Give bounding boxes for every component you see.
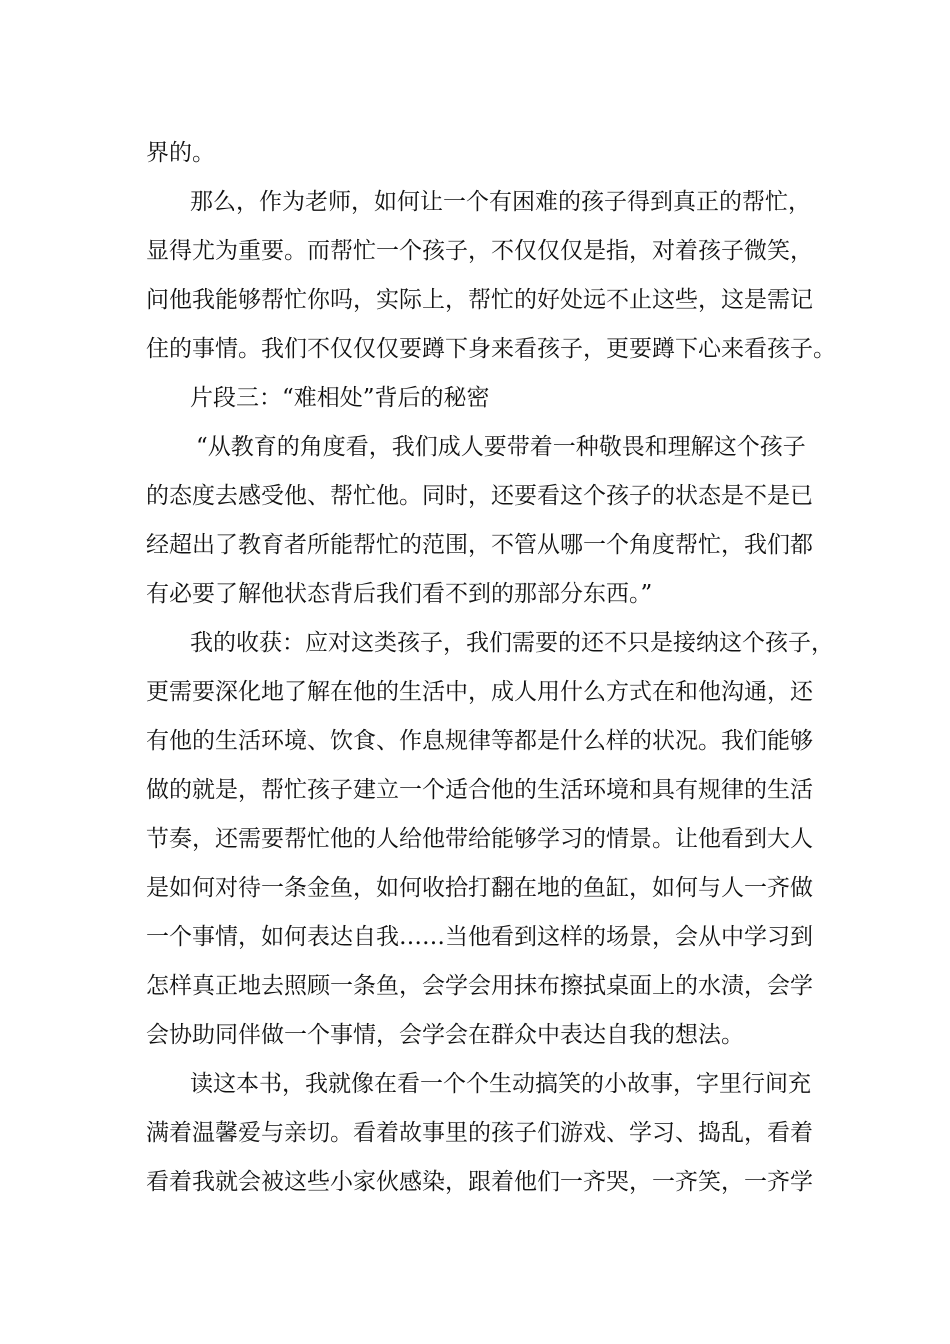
text-line: 做的就是，帮忙孩子建立一个适合他的生活环境和具有规律的生活 <box>146 777 813 803</box>
text-line: 节奏，还需要帮忙他的人给他带给能够学习的情景。让他看到大人 <box>146 826 813 852</box>
quote-start-line: “从教育的角度看，我们成人要带着一种敬畏和理解这个孩子 <box>196 434 806 460</box>
text-line: 一个事情，如何表达自我……当他看到这样的场景，会从中学习到 <box>146 924 813 950</box>
paragraph-start-line: 那么，作为老师，如何让一个有困难的孩子得到真正的帮忙， <box>190 189 811 215</box>
text-line: 更需要深化地了解在他的生活中，成人用什么方式在和他沟通，还 <box>146 679 813 705</box>
section-heading: 片段三：“难相处”背后的秘密 <box>190 385 490 411</box>
text-line: 有必要了解他状态背后我们看不到的那部分东西。” <box>146 581 653 607</box>
paragraph-start-line: 我的收获：应对这类孩子，我们需要的还不只是接纳这个孩子， <box>190 630 834 656</box>
text-line: 的态度去感受他、帮忙他。同时，还要看这个孩子的状态是不是已 <box>146 483 813 509</box>
text-line: 是如何对待一条金鱼，如何收拾打翻在地的鱼缸，如何与人一齐做 <box>146 875 813 901</box>
text-line: 住的事情。我们不仅仅仅要蹲下身来看孩子，更要蹲下心来看孩子。 <box>146 336 836 362</box>
text-line: 问他我能够帮忙你吗，实际上，帮忙的好处远不止这些，这是需记 <box>146 287 813 313</box>
text-line: 看着我就会被这些小家伙感染，跟着他们一齐哭，一齐笑，一齐学 <box>146 1169 813 1195</box>
paragraph-start-line: 读这本书，我就像在看一个个生动搞笑的小故事，字里行间充 <box>190 1071 811 1097</box>
text-line: 界的。 <box>146 140 215 166</box>
text-line: 显得尤为重要。而帮忙一个孩子，不仅仅仅是指，对着孩子微笑， <box>146 238 813 264</box>
text-line: 满着温馨爱与亲切。看着故事里的孩子们游戏、学习、捣乱，看着 <box>146 1120 813 1146</box>
text-line: 有他的生活环境、饮食、作息规律等都是什么样的状况。我们能够 <box>146 728 813 754</box>
text-line: 怎样真正地去照顾一条鱼，会学会用抹布擦拭桌面上的水渍，会学 <box>146 973 813 999</box>
text-line: 会协助同伴做一个事情，会学会在群众中表达自我的想法。 <box>146 1022 744 1048</box>
text-line: 经超出了教育者所能帮忙的范围，不管从哪一个角度帮忙，我们都 <box>146 532 813 558</box>
